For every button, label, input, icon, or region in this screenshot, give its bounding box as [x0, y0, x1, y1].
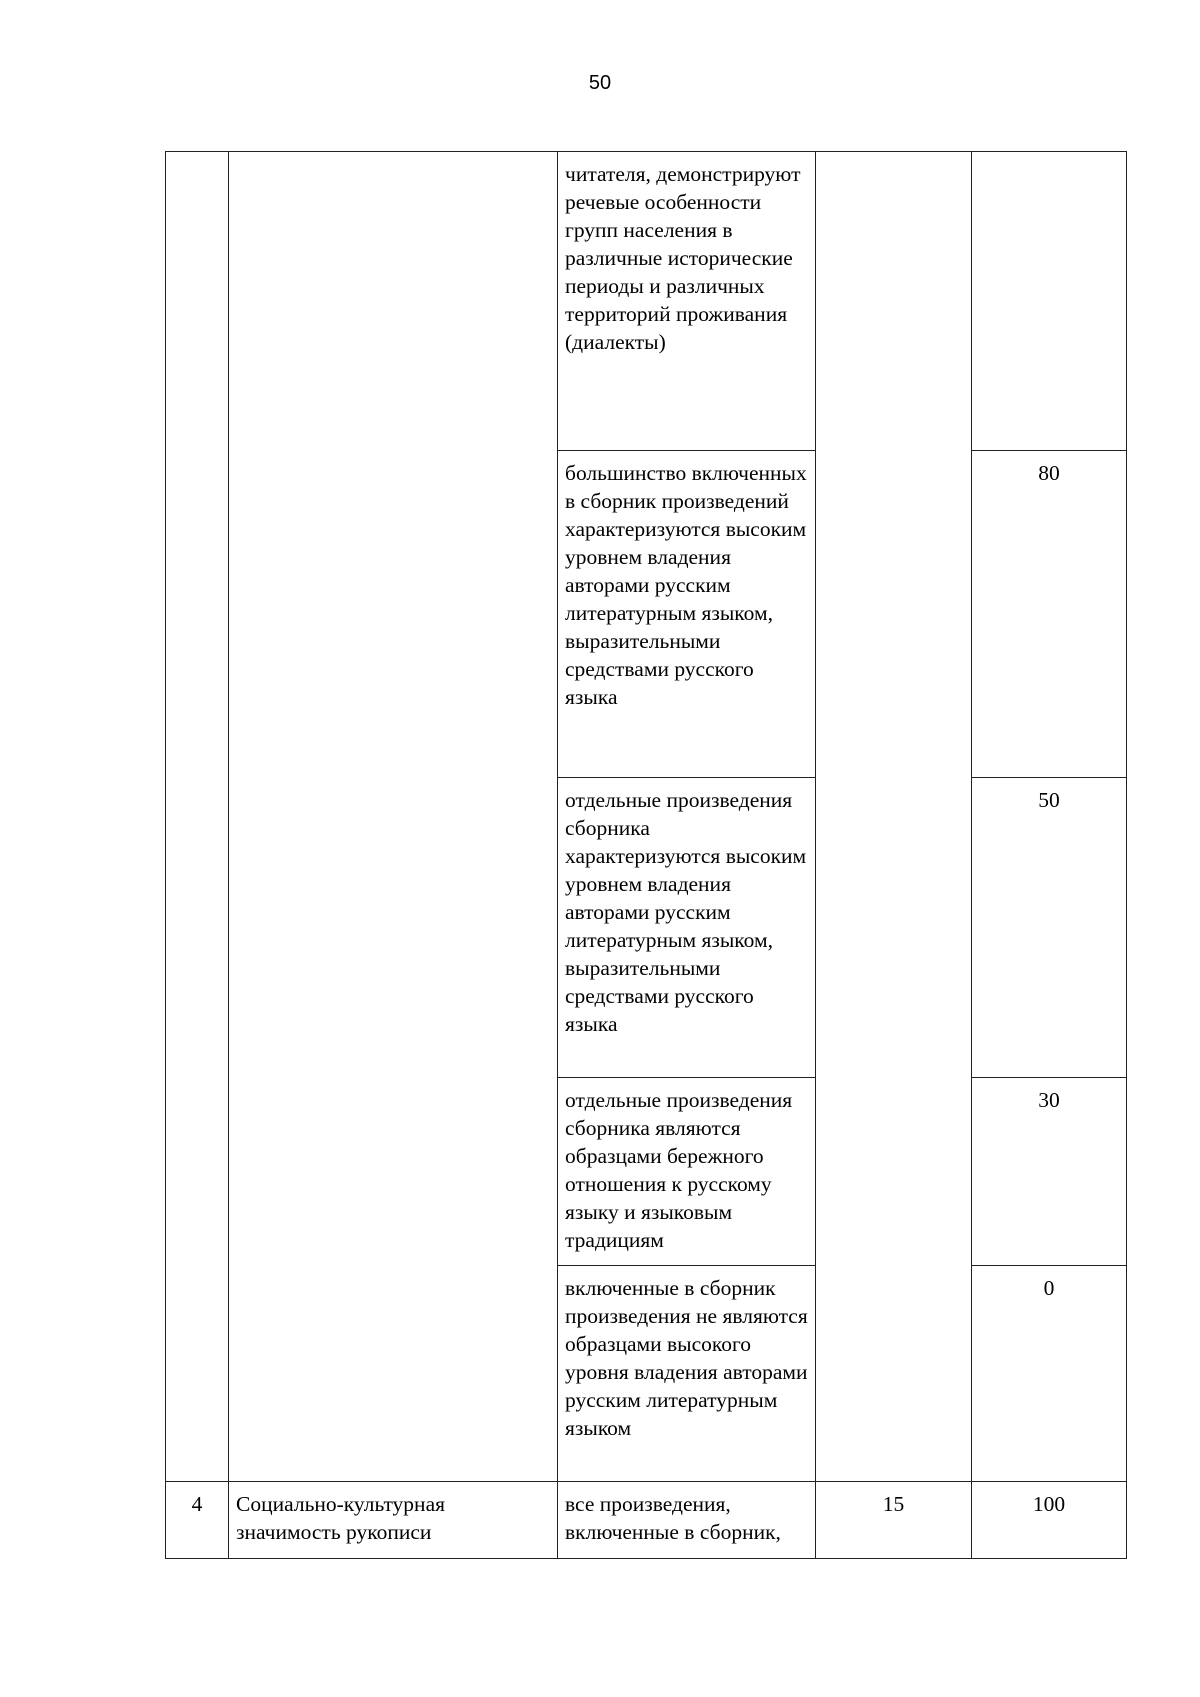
level-description: отдельные произведения сборника являются образцами бережного отношения к русскому языку и языковым традициям — [558, 1078, 816, 1266]
level-description: читателя, демонстрируют речевые особенности групп населения в различные исторические периоды и различных территорий проживания (диалекты) — [558, 152, 816, 451]
criterion-number-cell — [166, 152, 229, 1482]
level-score: 100 — [972, 1482, 1127, 1559]
criterion-name: Социально-культурная значимость рукописи — [229, 1482, 558, 1559]
criterion-name-cell — [229, 152, 558, 1482]
level-score: 0 — [972, 1266, 1127, 1482]
level-score: 30 — [972, 1078, 1127, 1266]
table-row — [166, 1482, 1127, 1559]
level-score: 80 — [972, 451, 1127, 778]
criterion-weight-cell — [816, 152, 972, 1482]
table-row — [166, 152, 1127, 451]
page-number: 50 — [588, 72, 612, 94]
level-description: все произведения, включенные в сборник, — [558, 1482, 816, 1559]
level-description: включенные в сборник произведения не являются образцами высокого уровня владения авторами русским литературным языком — [558, 1266, 816, 1482]
level-score: 50 — [972, 778, 1127, 1078]
level-description: отдельные произведения сборника характеризуются высоким уровнем владения авторами русским литературным языком, выразительными средствами русского языка — [558, 778, 816, 1078]
criterion-number: 4 — [166, 1482, 229, 1559]
level-score — [972, 152, 1127, 451]
criteria-table — [165, 151, 1127, 1559]
criterion-weight: 15 — [816, 1482, 972, 1559]
level-description: большинство включенных в сборник произведений характеризуются высоким уровнем владения авторами русским литературным языком, выразительными средствами русского языка — [558, 451, 816, 778]
